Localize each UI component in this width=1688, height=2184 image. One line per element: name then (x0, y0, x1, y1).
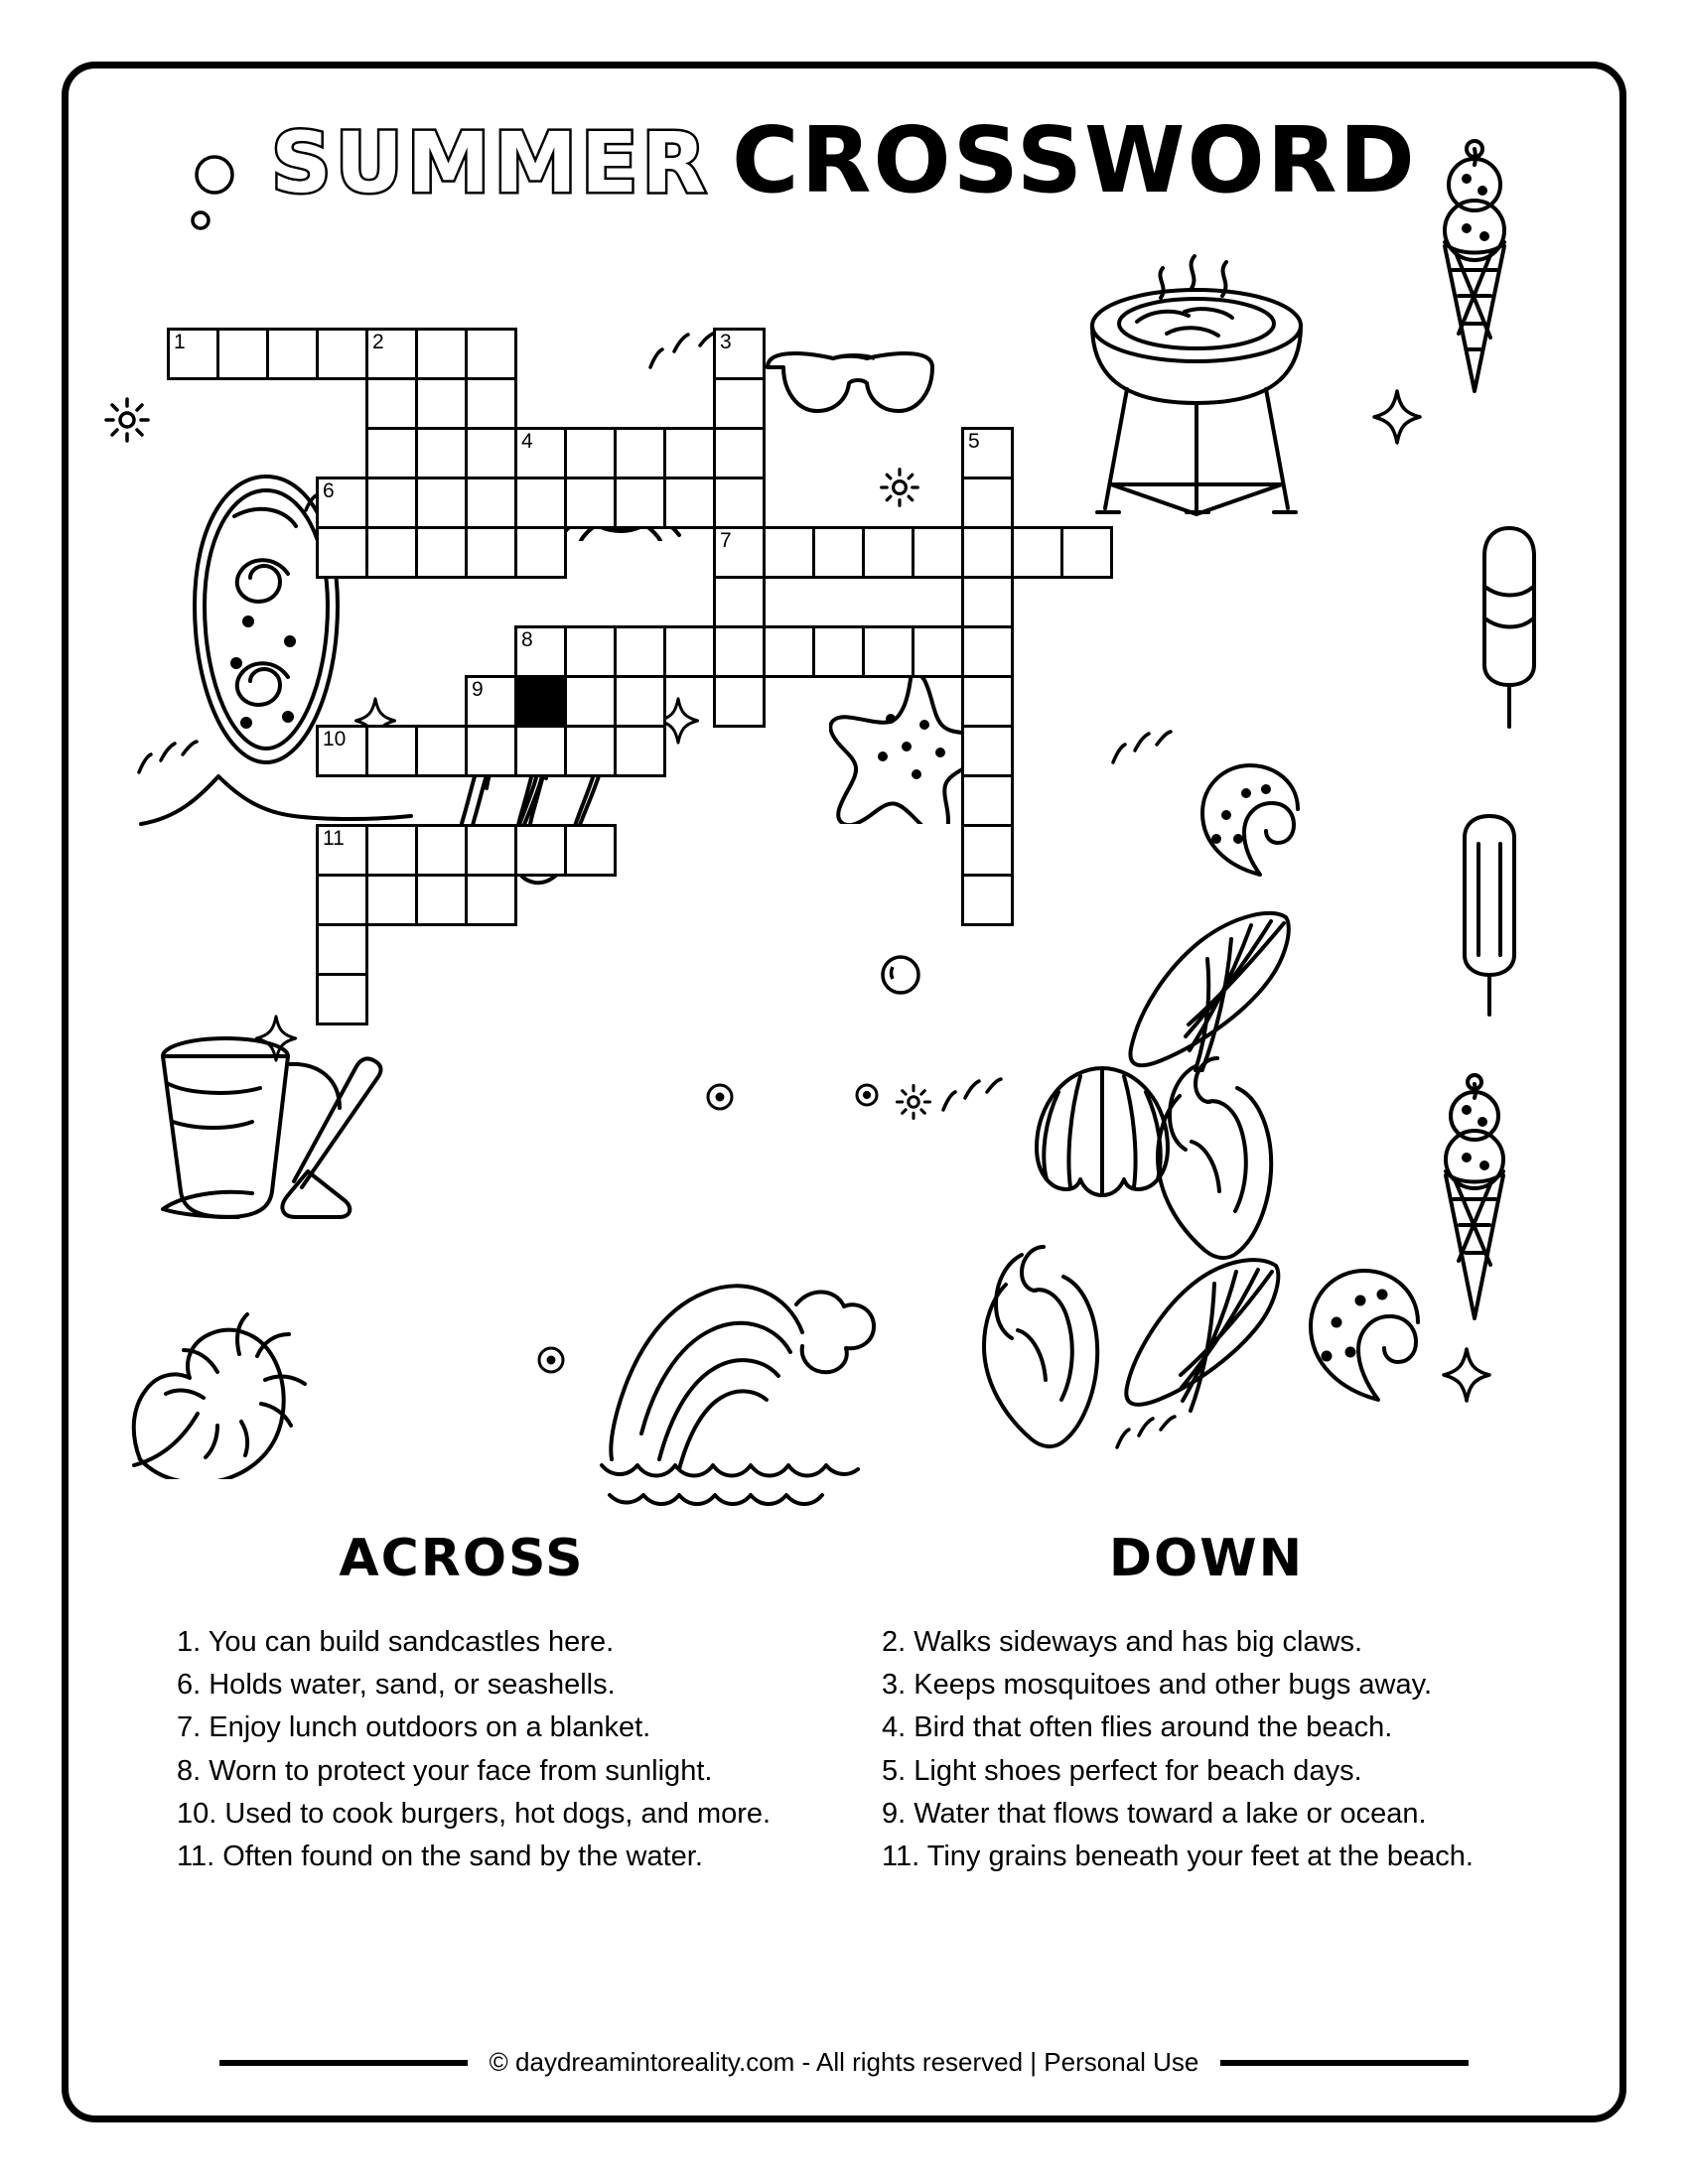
across-clue: 1. You can build sandcastles here. (177, 1626, 615, 1658)
crossword-cell[interactable] (415, 377, 468, 430)
popsicle-icon (1445, 804, 1534, 1023)
crossword-cell[interactable] (316, 874, 368, 926)
water-droplets-icon (1107, 1410, 1187, 1471)
crossword-cell[interactable] (961, 675, 1014, 728)
crossword-cell[interactable] (415, 824, 468, 877)
title-crossword: CROSSWORD (732, 107, 1417, 213)
crossword-cell[interactable] (961, 625, 1014, 678)
crossword-cell[interactable] (961, 725, 1014, 777)
crossword-cell[interactable] (514, 526, 567, 579)
popsicle-icon (1465, 516, 1554, 735)
crossword-cell[interactable] (365, 526, 418, 579)
crossword-cell[interactable] (713, 625, 766, 678)
bubble-icon (854, 1082, 880, 1108)
crossword-cell[interactable] (912, 625, 964, 678)
cell-number: 6 (323, 479, 335, 502)
crossword-cell[interactable] (316, 923, 368, 976)
spiral-shell-icon (978, 1241, 1107, 1459)
crossword-cell[interactable] (614, 427, 666, 479)
crossword-cell[interactable] (961, 874, 1014, 926)
down-clue: 3. Keeps mosquitoes and other bugs away. (882, 1669, 1433, 1702)
cell-number: 9 (472, 678, 484, 701)
down-clue: 2. Walks sideways and has big claws. (882, 1626, 1363, 1658)
crossword-cell[interactable] (614, 625, 666, 678)
crossword-cell[interactable] (564, 725, 617, 777)
bubble-icon (705, 1082, 735, 1112)
crossword-cell[interactable] (316, 824, 368, 877)
crossword-cell[interactable] (713, 328, 766, 380)
water-droplets-icon (129, 735, 209, 796)
crossword-cell[interactable] (465, 526, 517, 579)
crossword-cell[interactable] (365, 328, 418, 380)
crossword-cell[interactable] (1060, 526, 1113, 579)
crossword-cell[interactable] (514, 477, 567, 529)
cell-number: 3 (720, 331, 732, 353)
across-clue: 7. Enjoy lunch outdoors on a blanket. (177, 1711, 651, 1744)
crossword-cell[interactable] (663, 477, 716, 529)
sunglasses-icon (750, 338, 958, 442)
crossword-cell[interactable] (465, 328, 517, 380)
across-clue: 11. Often found on the sand by the water. (177, 1840, 703, 1872)
crossword-cell[interactable] (912, 526, 964, 579)
crossword-cell[interactable] (316, 973, 368, 1025)
crossword-cell[interactable] (167, 328, 219, 380)
seashell-icon (1122, 903, 1296, 1072)
crossword-cell[interactable] (862, 526, 914, 579)
cell-number: 4 (521, 430, 533, 453)
footer-rule-left (219, 2060, 468, 2066)
footer (0, 2047, 1688, 2078)
cell-number: 10 (323, 728, 347, 751)
sun-icon (104, 397, 150, 443)
crossword-cell[interactable] (961, 427, 1014, 479)
crossword-cell[interactable] (465, 675, 517, 728)
sun-icon (879, 467, 920, 508)
down-clue: 5. Light shoes perfect for beach days. (882, 1754, 1362, 1787)
bubble-icon (879, 953, 922, 997)
crossword-cell[interactable] (216, 328, 269, 380)
crossword-cell[interactable] (415, 328, 468, 380)
crossword-cell[interactable] (564, 477, 617, 529)
cell-number: 2 (372, 331, 384, 353)
crossword-cell[interactable] (465, 725, 517, 777)
crossword-cell[interactable] (514, 725, 567, 777)
crossword-cell[interactable] (514, 824, 567, 877)
water-droplets-icon (1102, 725, 1184, 786)
cell-number: 5 (968, 430, 980, 453)
crossword-cell-blocked (514, 675, 567, 728)
crossword-cell[interactable] (465, 477, 517, 529)
crossword-cell[interactable] (614, 675, 666, 728)
crossword-cell[interactable] (713, 526, 766, 579)
down-clue: 4. Bird that often flies around the beach. (882, 1711, 1393, 1744)
cell-number: 1 (174, 331, 186, 353)
crossword-cell[interactable] (564, 675, 617, 728)
spiral-shell-icon (1152, 1052, 1281, 1271)
crossword-cell[interactable] (365, 377, 418, 430)
ice-cream-cone-icon (1415, 139, 1534, 417)
monstera-leaf-icon (114, 1281, 382, 1479)
crossword-cell[interactable] (316, 477, 368, 529)
across-clue: 8. Worn to protect your face from sunlight. (177, 1754, 713, 1787)
title-summer: SUMMER (271, 114, 711, 211)
cell-number: 11 (323, 827, 345, 850)
down-heading: DOWN (1108, 1529, 1305, 1588)
sparkle-icon (1440, 1345, 1493, 1405)
crossword-cell[interactable] (763, 625, 815, 678)
spiral-shell-icon (1187, 759, 1316, 888)
across-clue-list (119, 1622, 804, 1877)
crossword-cell[interactable] (862, 625, 914, 678)
crossword-cell[interactable] (663, 625, 716, 678)
clues-section (119, 1529, 1569, 1879)
across-clue: 10. Used to cook burgers, hot dogs, and more. (177, 1797, 772, 1830)
crossword-cell[interactable] (961, 774, 1014, 827)
across-column (119, 1529, 804, 1879)
crossword-cell[interactable] (564, 427, 617, 479)
crossword-cell[interactable] (713, 576, 766, 628)
conch-shell-icon (1117, 1246, 1286, 1415)
crossword-cell[interactable] (415, 427, 468, 479)
crossword-cell[interactable] (465, 824, 517, 877)
sand-bucket-icon (139, 993, 387, 1241)
crossword-cell[interactable] (266, 328, 319, 380)
crossword-cell[interactable] (514, 427, 567, 479)
down-clue: 9. Water that flows toward a lake or ocean. (882, 1797, 1427, 1830)
crossword-cell[interactable] (465, 377, 517, 430)
crossword-cell[interactable] (812, 625, 865, 678)
down-clue-list (864, 1622, 1549, 1877)
crossword-cell[interactable] (365, 427, 418, 479)
crossword-cell[interactable] (564, 824, 617, 877)
crossword-cell[interactable] (961, 526, 1014, 579)
crossword-cell[interactable] (713, 377, 766, 430)
crossword-cell[interactable] (614, 477, 666, 529)
sun-icon (894, 1082, 933, 1122)
crossword-cell[interactable] (663, 427, 716, 479)
crossword-cell[interactable] (415, 477, 468, 529)
cell-number: 7 (720, 529, 732, 552)
crossword-cell[interactable] (465, 427, 517, 479)
down-clue: 11. Tiny grains beneath your feet at the beach. (882, 1840, 1474, 1872)
crossword-cell[interactable] (1011, 526, 1063, 579)
crossword-cell[interactable] (564, 625, 617, 678)
crossword-cell[interactable] (316, 526, 368, 579)
crossword-cell[interactable] (812, 526, 865, 579)
bubble-icon (536, 1345, 566, 1375)
crossword-cell[interactable] (316, 328, 368, 380)
footer-rule-right (1220, 2060, 1469, 2066)
across-clue: 6. Holds water, sand, or seashells. (177, 1669, 616, 1702)
crossword-cell[interactable] (614, 725, 666, 777)
crossword-cell[interactable] (961, 824, 1014, 877)
crossword-cell[interactable] (713, 477, 766, 529)
crossword-cell[interactable] (713, 427, 766, 479)
across-heading: ACROSS (339, 1529, 585, 1588)
crossword-cell[interactable] (415, 725, 468, 777)
crossword-cell[interactable] (763, 526, 815, 579)
water-droplets-icon (933, 1072, 1013, 1134)
crossword-cell[interactable] (961, 477, 1014, 529)
wave-icon (596, 1261, 923, 1509)
crossword-cell[interactable] (713, 675, 766, 728)
crossword-cell[interactable] (961, 576, 1014, 628)
crossword-cell[interactable] (415, 874, 468, 926)
crossword-cell[interactable] (365, 477, 418, 529)
crossword-cell[interactable] (415, 526, 468, 579)
crossword-cell[interactable] (365, 874, 418, 926)
crossword-cell[interactable] (365, 824, 418, 877)
crossword-cell[interactable] (514, 625, 567, 678)
cell-number: 8 (521, 628, 533, 651)
crossword-cell[interactable] (365, 725, 418, 777)
crossword-cell[interactable] (316, 725, 368, 777)
footer-text: © daydreamintoreality.com - All rights reserved | Personal Use (489, 2047, 1199, 2077)
spiral-shell-icon (1291, 1261, 1440, 1410)
bubble-icon (189, 149, 258, 248)
crossword-cell[interactable] (465, 874, 517, 926)
down-column (864, 1529, 1549, 1879)
